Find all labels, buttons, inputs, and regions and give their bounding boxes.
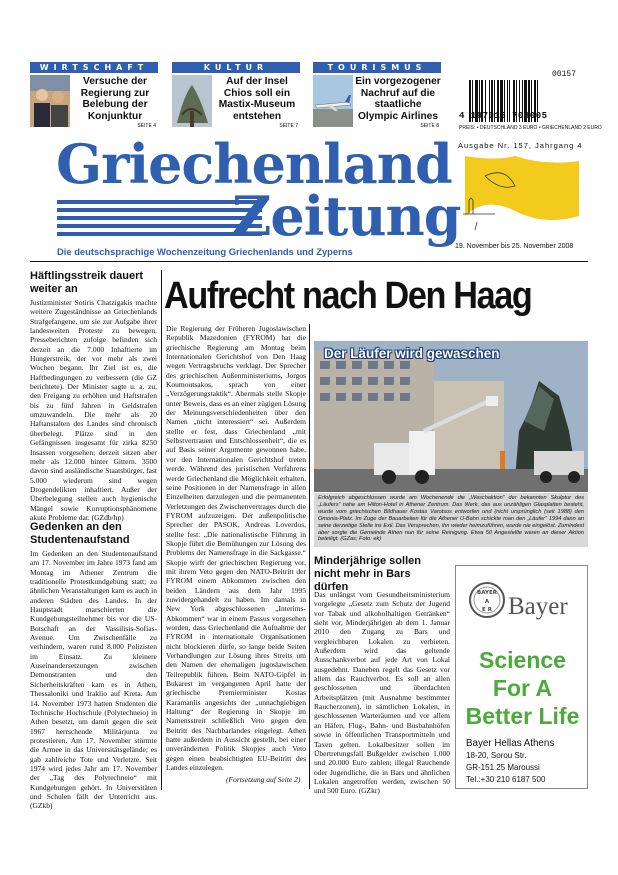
teaser-band: WIRTSCHAFT [30, 62, 158, 73]
ad-phone: Tel.:+30 210 6187 500 [466, 775, 546, 784]
masthead-title-line1[interactable]: Griechenland [56, 132, 452, 196]
main-article-body: Die Regierung der Früheren Jugoslawischen Republik Mazedonien (FYROM) hat die griechische Regierung am Montag beim Internationalen Gerichtshof von Den Haag wegen Vertragsbruchs verklagt. Der Sprecher des griechischen Außenministeriums, Jorgos Koumoutsakos, sprach von einer „Verzögerungstaktik“. Abermals stelle Skopje unter Beweis, dass es an einer zügigen Lösung der Meinungsverschiedenheiten über den Namen „nicht interessiert“ sei. Außerdem stellte er fest, dass Griechenland „mit Selbstvertrauen und Entschlossenheit“, die es auf Basis seiner Argumente gewonnen habe, vor den Internationalen Gerichtshof treten werde. Während des juristischen Verfahrens werde Griechenland die Möglichkeit erhalten, seine Positionen in der Namensfrage in allen Einzelheiten darzulegen und die permanenten Verletzungen des Zwischenvertrages durch die FYROM aufzuzeigen. Der außenpolitische Sprecher der PASOK, Andreas Loverdos, stellte fest: „Die nationalistische Führung in Skopje führt die Bemühungen zur Lösung des Problems der Namensfrage in die Sackgasse.“ Skopje wirft der griechischen Regierung vor, mit ihrem Veto gegen den NATO-Beitritt der FYROM einem Abkommen zwischen den beiden Ländern aus dem Jahr 1995 zuwidergehandelt zu haben. Im damals in New York abgeschlossenen „Interims-Abkommen“ war in einem Passus vorgesehen worden, dass Griechenland die Aufnahme der FYROM in internationale Organisationen nicht blockieren dürfe, so lange beide Seiten Verhandlungen zur Lösung ihres Streits um den Namen der ehemaligen jugoslawischen Teilrepublik führen. Beim NATO-Gipfel in Bukarest im vergangenen April hatte der griechische Premierminister Kostas Karamanlis angesichts der „unnachgiebigen Haltung“ der Regierung in Skopje im Namensstreit schließlich Veto gegen den Beitritt des Nachbarlandes eingelegt. Athen hatte außerdem in Aussicht gestellt, bei einer unveränderten Politik Skopjes auch Veto gegen einen beabsichtigten EU-Beitritt des Landes einzulegen. [166, 324, 306, 773]
article-body-studentenaufstand: Im Gedenken an den Studentenaufstand am 17. November im Jahre 1973 fand am Montag im Athener Zentrum die traditionelle Protestkundgebung statt; zu ähnlichen Veranstaltungen kam es auch in anderen Städten des Landes. In der Hauptstadt marschierten die Kundgebungsteilnehmer bis vor die US-Botschaft an der Vassilisis-Sofias-Avenue. Um Zwischenfälle zu verhindern, waren rund 8.000 Polizisten im Einsatz. Zu kleinere Auseinandersetzungen zwischen Demonstranten und den Sicherheitskräften kam es in Athen, Thessaloniki und Iraklio auf Kreta. Am 14. November 1973 hatten Studenten die Technische Hochschule (Polytechneio) in Athen besetzt, um damit gegen die seit 1967 herrschende Militärjunta zu protestieren. Am 17. November stürmte die Armee in das Universitätsgelände; es gab zahlreiche Tote und Verletzte. Seit 1974 wird jedes Jahr am 17. November der „Tag des Polytechneio“ mit Kundgebungen gehört. In Universitäten und Schulen fällt der Unterricht aus. (GZkb) [30, 549, 157, 811]
ad-slogan: Science For A Better Life [465, 647, 580, 729]
teaser-band: KULTUR [172, 62, 300, 73]
ad-address [466, 738, 554, 786]
main-headline[interactable]: Aufrecht nach Den Haag [164, 275, 532, 317]
teaser-page: SEITE 4 [137, 123, 156, 129]
column-divider [161, 270, 162, 790]
teaser-page: SEITE 7 [279, 123, 298, 129]
ad-company: Bayer Hellas Athens [466, 738, 555, 749]
bayer-cross-text: BAYER [477, 590, 497, 596]
main-photo [314, 341, 588, 492]
teaser-page: SEITE 8 [420, 123, 439, 129]
continuation-note[interactable]: (Fortsetzung auf Seite 2) [226, 775, 301, 784]
teaser-text: Ein vorgezogener Nachruf auf die staatliche Olympic Airlines [355, 76, 441, 122]
price-line: PREIS: • DEUTSCHLAND 3 EURO • GRIECHENLAND 2 EURO [459, 125, 602, 131]
masthead-tagline: Die deutschsprachige Wochenzeitung Griechenlands und Zyperns [57, 246, 353, 257]
barcode-digits: 4 197015 703005 [459, 111, 548, 121]
sun-logo-icon [455, 156, 579, 238]
teaser-tourismus[interactable] [313, 62, 441, 132]
bayer-advertisement[interactable] [455, 565, 588, 789]
teaser-kultur[interactable] [172, 62, 300, 132]
ad-city: GR-151 25 Maroussi [466, 763, 540, 772]
teaser-photo-people [30, 75, 70, 127]
bayer-cross-logo-icon [468, 580, 506, 620]
article-body-haeftlingsstreik: Justizminister Sotiris Chatzigakis machte weitere Zugeständnisse an Griechenlands Strafgefangene, um sie zur Aufgabe ihrer landesweiten Proteste zu bewegen. Presseberichten zufolge befinden sich derzeit an die 7.000 Inhaftierte im Hungerstreik, der vor mehr als zwei Wochen begann. Ihr Ziel ist es, die Haftbedingungen zu verbessern (die GZ berichtete). Der Minister sagte u. a. zu, den Freigang zu erhöhen und Haftstrafen bis zu fünf Jahren in Geldstrafen umzuwandeln. Die mehr als 20 Haftanstalten des Landes sind chronisch überbelegt. Plätze sind in den Gefängnissen insgesamt für zirka 8250 Insassen vorgesehen; derzeit sitzen aber mehr als 12.000 hinter Gittern. 3500 davon sind ausländische Staatsbürger, fast 5.000 wiederum sind wegen Drogendelikten inhaftiert. Außer der Überbelegung stellen auch hygienische Mängel sowie Korruptionsphänomene akute Probleme dar. (GZdb/hp) [30, 298, 157, 522]
issue-code: 00157 [552, 70, 577, 79]
teaser-text: Versuche der Regierung zur Belebung der Konjunktur [80, 76, 150, 122]
article-body-minderjaehrige: Das unlängst vom Gesundheitsministerium vorgelegte „Gesetz zum Schutz der Jugend vor Tabak und alkoholhaltigen Getränken“ sieht vor, Minderjährigen ab dem 1. Januar 2010 den Zugang zu Bars und vergleichbaren Lokalen zu verbieten. Außerdem wird das geltende Ausschankverbot auf jede Art von Lokal ausgedehnt. Daneben regelt das Gesetz vor allem das Rauchverbot. Es soll an allen geschlossenen und überdachten Arbeitsplätzen (mit Ausnahme bestimmter Raucherzonen), in sämtlichen Lokalen, in geschlossenen Warteräumen und vor allem an Häfen, Flug-, Bahn- und Busbahnhöfen sowie in öffentlichen Transportmitteln und Taxen gelten. Lokalbesitzer sollen im Übertretungsfall Bußgelder zwischen 1.000 und 20.000 Euro zahlen; illegal Rauchende oder Jugendliche, die in Bars und ähnlichen Lokalen angetroffen werden, zwischen 50 und 500 Euro. (GZkr) [314, 590, 450, 796]
teaser-photo-airplane [313, 75, 353, 127]
masthead-title-line2[interactable]: Zeitung [232, 184, 461, 248]
teaser-photo-tree [172, 75, 212, 127]
bayer-wordmark: Bayer [508, 593, 568, 620]
teaser-band: TOURISMUS [313, 62, 441, 73]
svg-text:A: A [484, 599, 490, 605]
teaser-wirtschaft[interactable] [30, 62, 158, 132]
article-heading-haeftlingsstreik[interactable]: Häftlingsstreik dauert weiter an [30, 270, 144, 295]
photo-image [314, 341, 588, 492]
photo-title: Der Läufer wird gewaschen [324, 346, 500, 361]
photo-caption: Erfolgreich abgeschlossen wurde am Wochenende die „Waschaktion“ der bekannten Skulptur des „Läufers“ nahe am Hilton-Hotel in Athener Zentrum. Das Werk, das aus unzähligen Glasplatten besteht, wurde vom griechischen Bildhauer Kostas Varotsos entworfen und (nicht ursprünglich (seit 1988) den Omonia-Platz. Im Zuge der Bauarbeiten für die Athener U-Bahn schickte man den „Läufer“ 1994 dann an seine derzeitige Stelle ins Exil. Das Versprechen, ihn wieder heimzuführen, wurde nie eingelöst. Zumindest aber sorgte die Gemeinde Athen nun für seine Reinigung. Etwa 50 Angestellte waren an dieser Aktion beteiligt. (GZas; Foto: ek) [314, 493, 588, 547]
svg-text:E R: E R [482, 607, 492, 613]
edition-number: Ausgabe Nr. 157, Jahrgang 4 [458, 141, 583, 150]
issue-dates: 19. November bis 25. November 2008 [455, 243, 574, 250]
masthead-divider [30, 261, 588, 262]
article-heading-studentenaufstand[interactable]: Gedenken an den Studentenaufstand [30, 521, 130, 546]
article-heading-minderjaehrige[interactable]: Minderjährige sollen nicht mehr in Bars dürfen [314, 555, 421, 593]
teaser-text: Auf der Insel Chios soll ein Mastix-Museum entstehen [218, 76, 296, 122]
ad-street: 18-20, Sorou Str. [466, 751, 527, 760]
column-divider [309, 324, 310, 789]
